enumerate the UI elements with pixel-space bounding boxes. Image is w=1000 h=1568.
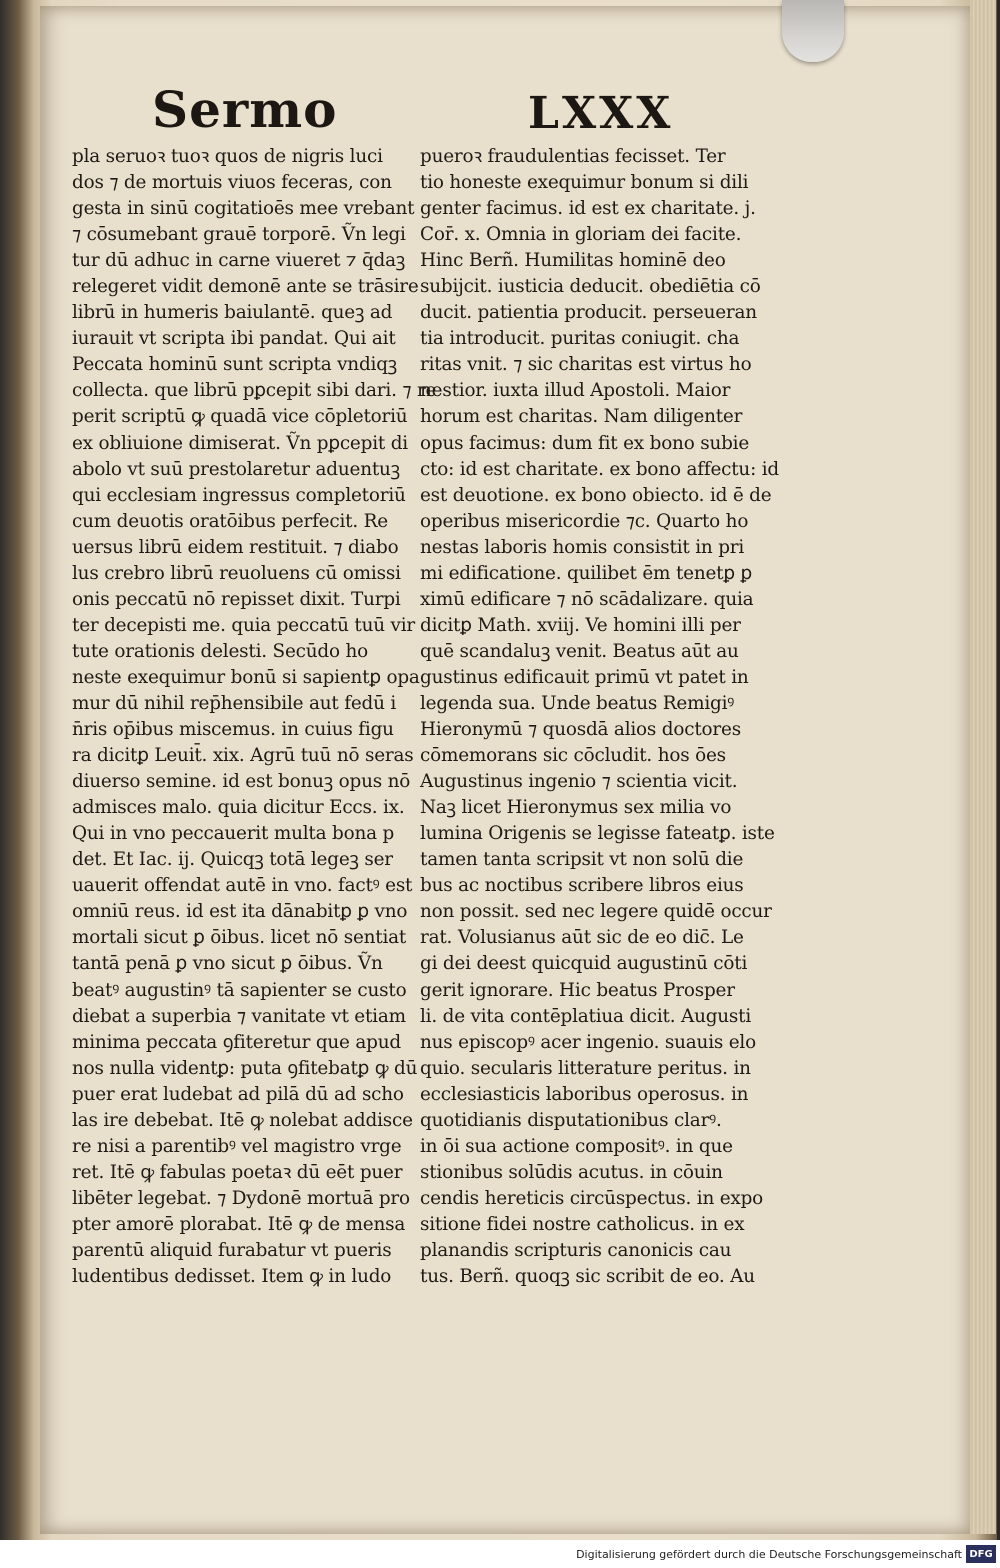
text-line: diebat a superbia ⁊ vanitate vt etiam	[72, 1005, 406, 1027]
text-line: cōmemorans sic cōcludit. hos ōes	[420, 745, 726, 767]
text-line: in ōi sua actione compositꝰ. in que	[420, 1135, 733, 1157]
text-line: relegeret vidit demonē ante se trāsire	[72, 276, 419, 298]
text-line: tia introducit. puritas coniugit. cha	[420, 328, 740, 350]
text-line: ra dicitꝑ Leuit̄. xix. Agrū tuū nō seras	[72, 745, 414, 767]
text-line: ⁊ cōsumebant grauē torporē. Ṽn legi	[72, 224, 406, 246]
text-line: bus ac noctibus scribere libros eius	[420, 875, 744, 897]
text-line: uauerit offendat autē in vno. factꝰ est	[72, 875, 413, 897]
text-line: pueroꝛ fraudulentias fecisset. Ter	[420, 146, 726, 167]
text-line: Hieronymū ⁊ quosdā alios doctores	[420, 719, 741, 741]
text-line: n̄ris op̄ibus miscemus. in cuius figu	[72, 719, 394, 741]
text-line: genter facimus. id est ex charitate. j.	[420, 198, 756, 220]
text-line: subijcit. iusticia deducit. obediētia cō	[420, 276, 761, 298]
left-text-column	[72, 144, 437, 1290]
text-line: mi edificatione. quilibet ēm tenetꝑ ꝑ	[420, 562, 752, 584]
right-text-column	[420, 144, 779, 1290]
text-line: tus. Berñ. quoqꝫ sic scribit de eo. Au	[420, 1266, 755, 1288]
funding-credit: Digitalisierung gefördert durch die Deutsche Forschungsgemeinschaft	[576, 1548, 962, 1561]
text-line: minima peccata ꝯfiteretur que apud	[72, 1031, 401, 1053]
text-line: tamen tanta scripsit vt non solū die	[420, 849, 744, 871]
text-line: las ire debebat. Itē ꝙ nolebat addisce	[72, 1109, 413, 1131]
text-line: gustinus edificauit primū vt patet in	[420, 666, 749, 688]
text-line: Augustinus ingenio ⁊ scientia vicit.	[420, 771, 738, 793]
text-line: ret. Itē ꝙ fabulas poetaꝛ dū eēt puer	[72, 1161, 403, 1183]
text-line: sitione fidei nostre catholicus. in ex	[420, 1213, 745, 1235]
text-line: collecta. que librū pꝑcepit sibi dari. ⁊ re	[72, 380, 437, 402]
text-line: li. de vita contēplatiua dicit. Augusti	[420, 1005, 752, 1027]
text-line: parentū aliquid furabatur vt pueris	[72, 1239, 392, 1261]
text-line: ecclesiasticis laboribus operosus. in	[420, 1083, 749, 1105]
text-line: tur dū adhuc in carne viueret ⁊ q̄daꝫ	[72, 250, 406, 272]
text-line: ter decepisti me. quia peccatū tuū vir	[72, 614, 415, 636]
text-line: omniū reus. id est ita dānabitꝑ ꝑ vno	[72, 901, 408, 923]
text-line: det. Et Iac. ij. Quicqꝫ totā legeꝫ ser	[72, 849, 393, 871]
text-line: nos nulla videntꝑ: puta ꝯfitebatꝑ ꝙ dū	[72, 1057, 418, 1079]
text-line: Cor̄. x. Omnia in gloriam dei facite.	[420, 224, 742, 246]
text-line: dos ⁊ de mortuis viuos feceras, con	[72, 172, 392, 194]
text-line: quotidianis disputationibus clarꝰ.	[420, 1109, 722, 1131]
text-line: Hinc Berñ. Humilitas hominē deo	[420, 250, 726, 272]
text-line: mur dū nihil rep̄hensibile aut fedū i	[72, 692, 397, 714]
text-line: planandis scripturis canonicis cau	[420, 1239, 732, 1261]
text-line: cto: id est charitate. ex bono affectu: id	[420, 458, 779, 480]
text-line: qui ecclesiam ingressus completoriū	[72, 484, 406, 506]
text-line: quē scandaluꝫ venit. Beatus aūt au	[420, 640, 739, 662]
text-line: operibus misericordie ⁊c. Quarto ho	[420, 510, 749, 532]
text-line: iurauit vt scripta ibi pandat. Qui ait	[72, 328, 396, 350]
text-line: cum deuotis oratōibus perfecit. Re	[72, 510, 388, 532]
text-line: re nisi a parentibꝰ vel magistro vrge	[72, 1135, 402, 1157]
text-line: librū in humeris baiulantē. queꝫ ad	[72, 302, 393, 324]
text-line: pla seruoꝛ tuoꝛ quos de nigris luci	[72, 146, 383, 167]
text-line: legenda sua. Unde beatus Remigiꝰ	[420, 692, 735, 714]
folio-number: LXXX	[528, 88, 674, 139]
text-line: tute orationis delesti. Secūdo ho	[72, 640, 368, 662]
text-line: lumina Origenis se legisse fateatꝑ. iste	[420, 823, 775, 845]
text-line: neste exequimur bonū si sapientꝑ opa	[72, 666, 420, 688]
text-line: horum est charitas. Nam diligenter	[420, 406, 743, 428]
text-line: mortali sicut ꝑ ōibus. licet nō sentiat	[72, 927, 407, 949]
text-line: tantā penā ꝑ vno sicut ꝑ ōibus. Ṽn	[72, 953, 383, 975]
text-line: gerit ignorare. Hic beatus Prosper	[420, 979, 735, 1001]
text-line: nestior. iuxta illud Apostoli. Maior	[420, 380, 731, 402]
text-line: admisces malo. quia dicitur Eccs. ix.	[72, 797, 405, 819]
text-line: diuerso semine. id est bonuꝫ opus nō	[72, 771, 411, 793]
text-line: puer erat ludebat ad pilā dū ad scho	[72, 1083, 404, 1105]
text-line: opus facimus: dum fit ex bono subie	[420, 432, 750, 454]
text-line: non possit. sed nec legere quidē occur	[420, 901, 772, 923]
text-line: onis peccatū nō repisset dixit. Turpi	[72, 588, 401, 610]
text-line: est deuotione. ex bono obiecto. id ē de	[420, 484, 772, 506]
text-line: uersus librū eidem restituit. ⁊ diabo	[72, 536, 399, 558]
text-line: nus episcopꝰ acer ingenio. suauis elo	[420, 1031, 756, 1053]
text-line: dicitꝑ Math. xviij. Ve homini illi per	[420, 614, 741, 636]
text-line: rat. Volusianus aūt sic de eo dic̄. Le	[420, 927, 744, 949]
text-line: ximū edificare ⁊ nō scādalizare. quia	[420, 588, 754, 610]
text-line: gesta in sinū cogitatioēs mee vrebant	[72, 198, 415, 220]
text-line: Peccata hominū sunt scripta vndiqꝫ	[72, 354, 397, 376]
text-line: abolo vt suū prestolaretur aduentuꝫ	[72, 458, 400, 480]
text-line: Qui in vno peccauerit multa bona p	[72, 823, 395, 845]
text-line: lus crebro librū reuoluens cū omissi	[72, 562, 401, 584]
text-line: perit scriptū ꝙ quadā vice cōpletoriū	[72, 406, 408, 428]
text-line: pter amorē plorabat. Itē ꝙ de mensa	[72, 1213, 406, 1235]
text-line: tio honeste exequimur bonum si dili	[420, 172, 749, 194]
running-head: Sermo	[152, 80, 338, 139]
page-edges	[970, 0, 996, 1534]
dfg-logo: DFG	[966, 1545, 996, 1563]
text-line: ex obliuione dimiserat. Ṽn pꝑcepit di	[72, 432, 408, 454]
text-line: Naꝫ licet Hieronymus sex milia vo	[420, 797, 732, 819]
text-line: nestas laboris homis consistit in pri	[420, 536, 745, 558]
page-clip	[782, 0, 844, 62]
text-line: ritas vnit. ⁊ sic charitas est virtus ho	[420, 354, 752, 376]
text-line: beatꝰ augustinꝰ tā sapienter se custo	[72, 979, 407, 1001]
text-line: libēter legebat. ⁊ Dydonē mortuā pro	[72, 1187, 410, 1209]
text-line: gi dei deest quicquid augustinū cōti	[420, 953, 748, 975]
text-line: ducit. patientia producit. perseueran	[420, 302, 757, 324]
text-line: quio. secularis litterature peritus. in	[420, 1057, 751, 1079]
text-line: ludentibus dedisset. Item ꝙ in ludo	[72, 1266, 392, 1288]
text-line: stionibus solūdis acutus. in cōuin	[420, 1161, 723, 1183]
text-line: cendis hereticis circūspectus. in expo	[420, 1187, 764, 1209]
